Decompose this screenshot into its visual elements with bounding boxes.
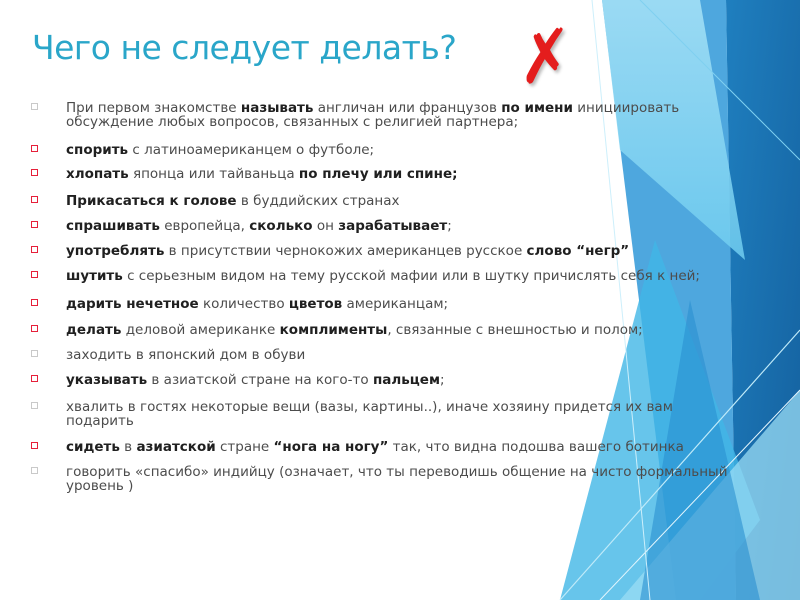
list-item	[31, 373, 731, 387]
list-item	[31, 400, 731, 428]
emphasis-text: хлопать	[66, 166, 129, 182]
list-item	[31, 297, 731, 311]
item-text: в буддийских странах	[236, 193, 400, 209]
list-item	[31, 101, 731, 129]
item-text: , связанные с внешностью и полом;	[387, 322, 643, 338]
list-item	[31, 219, 731, 233]
emphasis-text: сколько	[249, 218, 313, 234]
red-cross-icon: ✗	[514, 12, 577, 103]
emphasis-text: сидеть	[66, 439, 120, 455]
emphasis-text: азиатской	[136, 439, 216, 455]
item-text: стране	[215, 439, 274, 455]
emphasis-text: называть	[240, 100, 314, 116]
bullet-icon	[31, 299, 38, 306]
bullet-icon	[31, 467, 38, 474]
emphasis-text: делать	[66, 322, 122, 338]
list-item	[31, 167, 731, 181]
list-item	[31, 348, 731, 362]
bullet-icon	[31, 221, 38, 228]
bullet-icon	[31, 196, 38, 203]
emphasis-text: слово “негр”	[526, 243, 630, 259]
emphasis-text: дарить нечетное	[66, 296, 199, 312]
item-text: ;	[447, 218, 452, 234]
emphasis-text: употреблять	[66, 243, 165, 259]
item-text: При первом знакомстве	[66, 100, 241, 116]
emphasis-text: шутить	[66, 268, 123, 284]
item-text: деловой американке	[121, 322, 280, 338]
item-text: европейца,	[159, 218, 250, 234]
bullet-icon	[31, 375, 38, 382]
list-item	[31, 440, 731, 454]
item-text: в присутствии чернокожих американцев русское	[164, 243, 527, 259]
item-text: с серьезным видом на тему русской мафии или в шутку причислять себя к ней;	[122, 268, 700, 284]
emphasis-text: по плечу или спине;	[298, 166, 458, 182]
bullet-icon	[31, 402, 38, 409]
item-text: японца или тайваньца	[128, 166, 299, 182]
item-text: так, что видна подошва вашего ботинка	[388, 439, 684, 455]
emphasis-text: указывать	[66, 372, 148, 388]
list-item	[31, 143, 731, 157]
item-text: англичан или французов	[313, 100, 502, 116]
list-item	[31, 465, 731, 493]
item-text: американцам;	[342, 296, 449, 312]
item-text: в азиатской стране на кого-то	[147, 372, 373, 388]
item-text: ;	[440, 372, 445, 388]
list-item	[31, 194, 731, 208]
emphasis-text: спорить	[66, 142, 129, 158]
emphasis-text: “нога на ногу”	[273, 439, 389, 455]
emphasis-text: Прикасаться к голове	[66, 193, 237, 209]
item-text: хвалить в гостях некоторые вещи (вазы, картины..), иначе хозяину придется их вам подарить	[66, 399, 673, 429]
list-item	[31, 323, 731, 337]
bullet-icon	[31, 145, 38, 152]
bullet-icon	[31, 246, 38, 253]
emphasis-text: комплименты	[279, 322, 388, 338]
emphasis-text: спрашивать	[66, 218, 160, 234]
emphasis-text: зарабатывает	[338, 218, 448, 234]
bullet-icon	[31, 442, 38, 449]
emphasis-text: по имени	[501, 100, 573, 116]
item-text: заходить в японский дом в обуви	[66, 347, 306, 363]
item-text: он	[312, 218, 339, 234]
item-text: количество	[198, 296, 289, 312]
bullet-icon	[31, 271, 38, 278]
bullet-icon	[31, 169, 38, 176]
item-text: с латиноамериканцем о футболе;	[128, 142, 375, 158]
bullet-icon	[31, 350, 38, 357]
slide-title: Чего не следует делать?	[32, 28, 457, 67]
list-item	[31, 244, 731, 258]
item-text: инициировать обсуждение любых вопросов, связанных с религией партнера;	[66, 100, 680, 130]
emphasis-text: пальцем	[372, 372, 440, 388]
bullet-icon	[31, 325, 38, 332]
item-text: говорить «спасибо» индийцу (означает, что ты переводишь общение на чисто формальный уровень )	[66, 464, 728, 494]
rules-list	[31, 101, 731, 493]
emphasis-text: цветов	[288, 296, 343, 312]
item-text: в	[119, 439, 137, 455]
list-item	[31, 269, 731, 283]
bullet-icon	[31, 103, 38, 110]
